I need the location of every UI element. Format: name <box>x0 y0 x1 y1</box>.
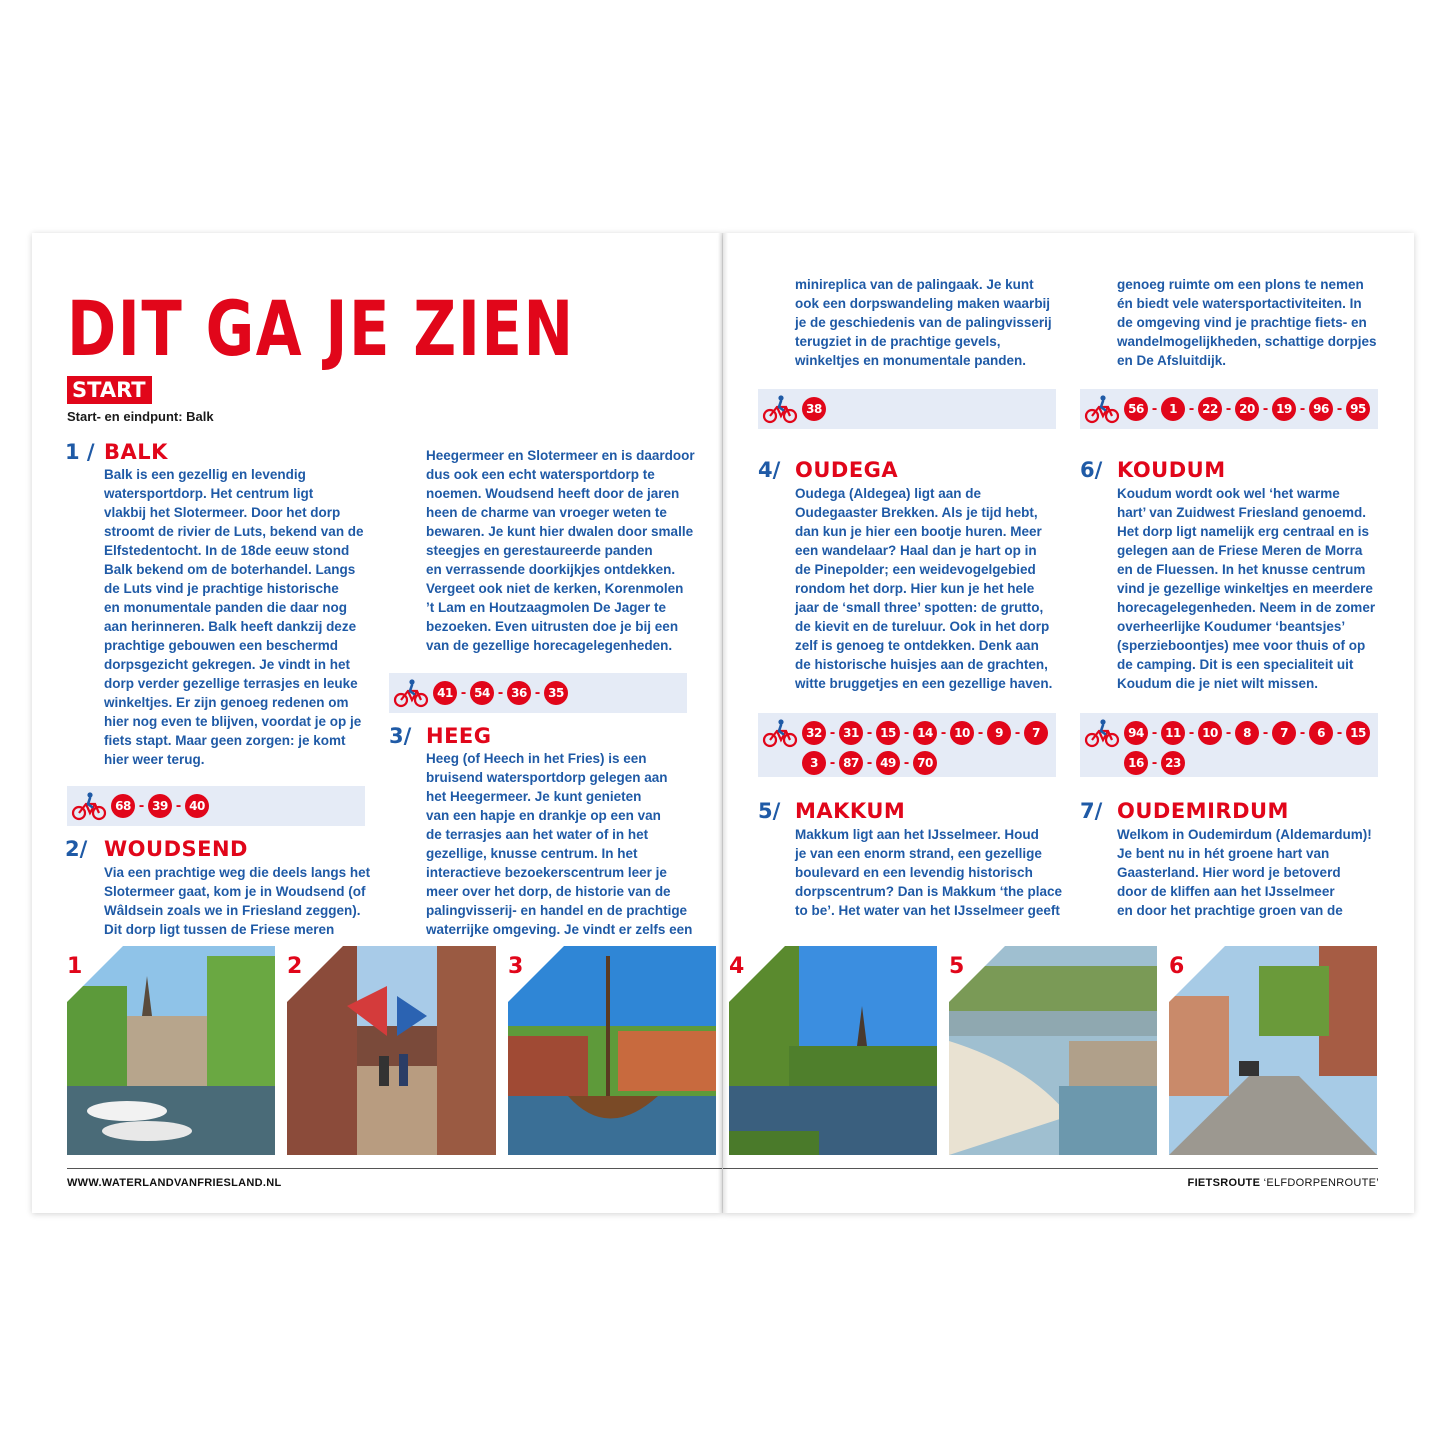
body-line: aan herinneren. Balk heeft dankzij deze <box>104 619 357 634</box>
route-separator: - <box>866 754 873 771</box>
junction-code: 49 <box>876 751 900 775</box>
body-line: rondom het dorp. Hier kun je het hele <box>795 581 1035 596</box>
photo-makkum <box>949 946 1157 1155</box>
body-line: hart’ van Zuidwest Friesland genoemd. <box>1117 505 1367 520</box>
body-line: jaar de ‘small three’ spotten: de grutto, <box>795 600 1044 615</box>
footer-rule <box>723 1168 1378 1169</box>
footer-website: WWW.WATERLANDVANFRIESLAND.NL <box>67 1177 282 1189</box>
body-line: en De Afsluitdijk. <box>1117 353 1227 368</box>
body-line: overheerlijke Koudumer ‘beantsjes’ <box>1117 619 1346 634</box>
route-separator: - <box>1188 724 1195 741</box>
body-line: én biedt vele watersportactiviteiten. In <box>1117 296 1362 311</box>
route-bar <box>758 713 1056 777</box>
body-line: steegjes en gerestaureerde panden <box>426 543 653 558</box>
body-line: gelegen aan de Friese Meren de Morra <box>1117 543 1363 558</box>
route-separator: - <box>1225 724 1232 741</box>
body-line: door de kliffen aan het IJsselmeer <box>1117 884 1335 899</box>
left-page <box>32 233 722 1213</box>
body-line: hier weer terug. <box>104 752 205 767</box>
body-line: vind je gezellige winkeltjes en meerdere <box>1117 581 1373 596</box>
body-line: Vergeet ook niet de kerken, Korenmolen <box>426 581 684 596</box>
photo-number: 3 <box>508 954 524 979</box>
section-body <box>426 446 706 655</box>
route-separator: - <box>1299 724 1306 741</box>
junction-code: 3 <box>802 751 826 775</box>
section-body <box>795 484 1075 693</box>
body-line: de camping. Dit is een specialiteit uit <box>1117 657 1354 672</box>
section-number: 7/ <box>1080 799 1103 823</box>
junction-code: 11 <box>1161 721 1185 745</box>
junction-code: 9 <box>987 721 1011 745</box>
body-line: vlakbij het Slotermeer. Door het dorp <box>104 505 341 520</box>
junction-code: 36 <box>507 681 531 705</box>
photo-woudsend <box>287 946 496 1155</box>
body-line: de terrasjes aan het water of in het <box>426 827 649 842</box>
section-heading: BALK <box>104 440 168 464</box>
junction-code: 1 <box>1161 397 1185 421</box>
route-separator: - <box>1336 724 1343 741</box>
body-line: bezoeken. Even uitrusten doe je bij een <box>426 619 679 634</box>
body-line: Elfstedentocht. In de 18de eeuw stond <box>104 543 350 558</box>
body-line: Je bent nu in hét groene hart van <box>1117 846 1330 861</box>
section-body <box>795 825 1075 920</box>
junction-codes <box>111 794 361 818</box>
body-line: waterrijke omgeving. Je vindt er zelfs een <box>426 922 693 937</box>
photo-heeg <box>508 946 716 1155</box>
route-bar <box>1080 713 1378 777</box>
section-body <box>1117 825 1397 920</box>
junction-code: 14 <box>913 721 937 745</box>
junction-code: 41 <box>433 681 457 705</box>
body-line: de historische huisjes aan de grachten, <box>795 657 1048 672</box>
junction-codes <box>802 721 1052 775</box>
junction-code: 38 <box>802 397 826 421</box>
body-line: winkeltjes. Er zijn genoeg redenen om <box>104 695 349 710</box>
body-line: dorpscentrum? Dan is Makkum ‘the place <box>795 884 1063 899</box>
junction-code: 16 <box>1124 751 1148 775</box>
body-line: horecagelegenheden. Neem in de zomer <box>1117 600 1376 615</box>
section-body <box>1117 484 1397 693</box>
body-line: watersportdorp. Het centrum ligt <box>104 486 314 501</box>
route-separator: - <box>1151 400 1158 417</box>
route-separator: - <box>829 754 836 771</box>
bicycle-icon <box>1084 394 1120 424</box>
body-line: Slotermeer gaat, kom je in Woudsend (of <box>104 884 366 899</box>
body-line: Welkom in Oudemirdum (Aldemardum)! <box>1117 827 1372 842</box>
body-line: Makkum ligt aan het IJsselmeer. Houd <box>795 827 1039 842</box>
body-line: stroomt de rivier de Luts, bekend van de <box>104 524 364 539</box>
junction-code: 56 <box>1124 397 1148 421</box>
body-line: Oudega (Aldegea) ligt aan de <box>795 486 982 501</box>
route-separator: - <box>1014 724 1021 741</box>
junction-code: 96 <box>1309 397 1333 421</box>
route-separator: - <box>1151 724 1158 741</box>
body-line: noemen. Woudsend heeft door de jaren <box>426 486 680 501</box>
body-line: van de gezellige horecagelegenheden. <box>426 638 673 653</box>
page-gutter <box>718 233 728 1213</box>
junction-code: 10 <box>1198 721 1222 745</box>
route-separator: - <box>460 684 467 701</box>
photo-balk <box>67 946 275 1155</box>
route-separator: - <box>1151 754 1158 771</box>
junction-code: 15 <box>876 721 900 745</box>
body-line: ook een dorpswandeling maken waarbij <box>795 296 1051 311</box>
body-line: dus ook een echt watersportdorp te <box>426 467 655 482</box>
junction-code: 68 <box>111 794 135 818</box>
body-line: Oudegaaster Brekken. Als je tijd hebt, <box>795 505 1038 520</box>
body-line: de omgeving vind je prachtige fiets- en <box>1117 315 1367 330</box>
section-number: 1 / <box>65 440 95 464</box>
junction-code: 15 <box>1346 721 1370 745</box>
photo-number: 1 <box>67 954 83 979</box>
junction-code: 6 <box>1309 721 1333 745</box>
body-line: to be’. Het water van het IJsselmeer geeft <box>795 903 1060 918</box>
body-line: van een hapje en drankje op een van <box>426 808 661 823</box>
junction-code: 87 <box>839 751 863 775</box>
route-separator: - <box>1262 724 1269 741</box>
junction-code: 10 <box>950 721 974 745</box>
junction-code: 8 <box>1235 721 1259 745</box>
start-text: Start- en eindpunt: Balk <box>67 409 214 424</box>
body-line: dorp verder gezellige terrasjes en leuke <box>104 676 358 691</box>
bicycle-icon <box>762 718 798 748</box>
body-line: en de Fluessen. In het knusse centrum <box>1117 562 1366 577</box>
body-line: de kievit en de tureluur. Ook in het dorp <box>795 619 1050 634</box>
body-line: de Luts vind je prachtige historische <box>104 581 339 596</box>
brochure-spread <box>32 233 1414 1213</box>
photo-koudum <box>1169 946 1377 1155</box>
route-bar <box>67 786 365 826</box>
footer-route-label: FIETSROUTE <box>1187 1177 1261 1189</box>
photo-number: 2 <box>287 954 303 979</box>
footer-route-name <box>1188 1177 1379 1189</box>
page-title: DIT GA JE ZIEN <box>67 284 575 373</box>
body-line: Koudum die je niet wilt missen. <box>1117 676 1319 691</box>
route-separator: - <box>1336 400 1343 417</box>
route-separator: - <box>829 724 836 741</box>
junction-code: 23 <box>1161 751 1185 775</box>
section-number: 6/ <box>1080 458 1103 482</box>
junction-code: 39 <box>148 794 172 818</box>
body-line: winkeltjes en monumentale panden. <box>795 353 1027 368</box>
junction-code: 40 <box>185 794 209 818</box>
route-separator: - <box>977 724 984 741</box>
section-number: 4/ <box>758 458 781 482</box>
body-line: het Heegermeer. Je kunt genieten <box>426 789 642 804</box>
body-line: wandelmogelijkheden, schattige dorpjes <box>1117 334 1377 349</box>
junction-codes <box>433 681 683 705</box>
route-separator: - <box>940 724 947 741</box>
route-separator: - <box>175 797 182 814</box>
junction-code: 32 <box>802 721 826 745</box>
section-body <box>426 749 706 939</box>
bicycle-icon <box>393 678 429 708</box>
section-body <box>1117 275 1397 370</box>
junction-code: 19 <box>1272 397 1296 421</box>
junction-code: 35 <box>544 681 568 705</box>
body-line: de Pinepolder; een weidevogelgebied <box>795 562 1036 577</box>
body-line: Koudum wordt ook wel ‘het warme <box>1117 486 1340 501</box>
section-heading: MAKKUM <box>795 799 906 823</box>
body-line: bewaren. Je kunt hier dwalen door smalle <box>426 524 694 539</box>
start-badge: START <box>67 376 152 404</box>
section-number: 5/ <box>758 799 781 823</box>
route-separator: - <box>903 754 910 771</box>
body-line: heen de charme van vroeger weten te <box>426 505 667 520</box>
body-line: hier nog even te blijven, voordat je op je <box>104 714 362 729</box>
bicycle-icon <box>1084 718 1120 748</box>
route-separator: - <box>1188 400 1195 417</box>
body-line: dorpsgezicht gekregen. Je vindt in het <box>104 657 351 672</box>
junction-codes <box>1124 397 1374 421</box>
junction-code: 54 <box>470 681 494 705</box>
body-line: genoeg ruimte om een plons te nemen <box>1117 277 1364 292</box>
body-line: meer over het dorp, de historie van de <box>426 884 671 899</box>
junction-code: 31 <box>839 721 863 745</box>
junction-code: 20 <box>1235 397 1259 421</box>
right-page <box>723 233 1414 1213</box>
photo-number: 6 <box>1169 954 1185 979</box>
junction-code: 94 <box>1124 721 1148 745</box>
route-bar <box>1080 389 1378 429</box>
body-line: Heegermeer en Slotermeer en is daardoor <box>426 448 695 463</box>
section-heading: KOUDUM <box>1117 458 1226 482</box>
body-line: Dit dorp ligt tussen de Friese meren <box>104 922 335 937</box>
route-separator: - <box>497 684 504 701</box>
body-line: fiets stapt. Maar geen zorgen: je komt <box>104 733 346 748</box>
junction-codes <box>802 397 1052 421</box>
body-line: interactieve bezoekerscentrum leer je <box>426 865 667 880</box>
body-line: bruisend watersportdorp gelegen aan <box>426 770 668 785</box>
body-line: Via een prachtige weg die deels langs het <box>104 865 371 880</box>
route-separator: - <box>1299 400 1306 417</box>
route-separator: - <box>534 684 541 701</box>
route-separator: - <box>903 724 910 741</box>
body-line: boulevard en een levendig historisch <box>795 865 1033 880</box>
body-line: je de geschiedenis van de palingvisserij <box>795 315 1052 330</box>
junction-code: 7 <box>1024 721 1048 745</box>
body-line: Gaasterland. Hier word je betoverd <box>1117 865 1341 880</box>
section-heading: WOUDSEND <box>104 837 248 861</box>
body-line: Heeg (of Heech in het Fries) is een <box>426 751 647 766</box>
junction-codes <box>1124 721 1374 775</box>
body-line: je van een enorm strand, een gezellige <box>795 846 1042 861</box>
route-separator: - <box>1225 400 1232 417</box>
section-heading: OUDEMIRDUM <box>1117 799 1289 823</box>
body-line: en door het prachtige groen van de <box>1117 903 1343 918</box>
body-line: Balk bekend om de boterhandel. Langs <box>104 562 356 577</box>
footer-rule <box>67 1168 722 1169</box>
junction-code: 70 <box>913 751 937 775</box>
body-line: (sperzieboontjes) mee voor thuis of op <box>1117 638 1366 653</box>
section-body <box>795 275 1075 370</box>
footer-route-title: ‘ELFDORPENROUTE’ <box>1260 1177 1379 1189</box>
route-separator: - <box>138 797 145 814</box>
photo-number: 5 <box>949 954 965 979</box>
section-number: 2/ <box>65 837 88 861</box>
route-bar <box>389 673 687 713</box>
section-number: 3/ <box>389 724 412 748</box>
bicycle-icon <box>762 394 798 424</box>
body-line: een wandelaar? Haal dan je hart op in <box>795 543 1037 558</box>
section-body <box>104 465 374 769</box>
body-line: Het dorp ligt namelijk erg centraal en is <box>1117 524 1370 539</box>
section-heading: OUDEGA <box>795 458 899 482</box>
section-heading: HEEG <box>426 724 492 748</box>
body-line: prachtige gebouwen een beschermd <box>104 638 339 653</box>
photo-number: 4 <box>729 954 745 979</box>
body-line: en monumentale panden die daar nog <box>104 600 348 615</box>
body-line: minireplica van de palingaak. Je kunt <box>795 277 1034 292</box>
body-line: Balk is een gezellig en levendig <box>104 467 306 482</box>
route-bar <box>758 389 1056 429</box>
body-line: gezellige, knusse centrum. In het <box>426 846 638 861</box>
route-separator: - <box>1262 400 1269 417</box>
route-separator: - <box>866 724 873 741</box>
body-line: Wâldsein zoals we in Friesland zeggen). <box>104 903 361 918</box>
body-line: dan kun je hier een bootje huren. Meer <box>795 524 1042 539</box>
junction-code: 95 <box>1346 397 1370 421</box>
junction-code: 22 <box>1198 397 1222 421</box>
section-body <box>104 863 374 939</box>
body-line: zelf is genoeg te ontdekken. Denk aan <box>795 638 1039 653</box>
body-line: witte bruggetjes en een gezellige haven. <box>795 676 1053 691</box>
bicycle-icon <box>71 791 107 821</box>
body-line: terugziet in de prachtige gevels, <box>795 334 1001 349</box>
body-line: ’t Lam en Houtzaagmolen De Jager te <box>426 600 667 615</box>
junction-code: 7 <box>1272 721 1296 745</box>
body-line: palingvisserij- en handel en de prachtige <box>426 903 688 918</box>
photo-oudega <box>729 946 937 1155</box>
body-line: en verrassende doorkijkjes ontdekken. <box>426 562 676 577</box>
